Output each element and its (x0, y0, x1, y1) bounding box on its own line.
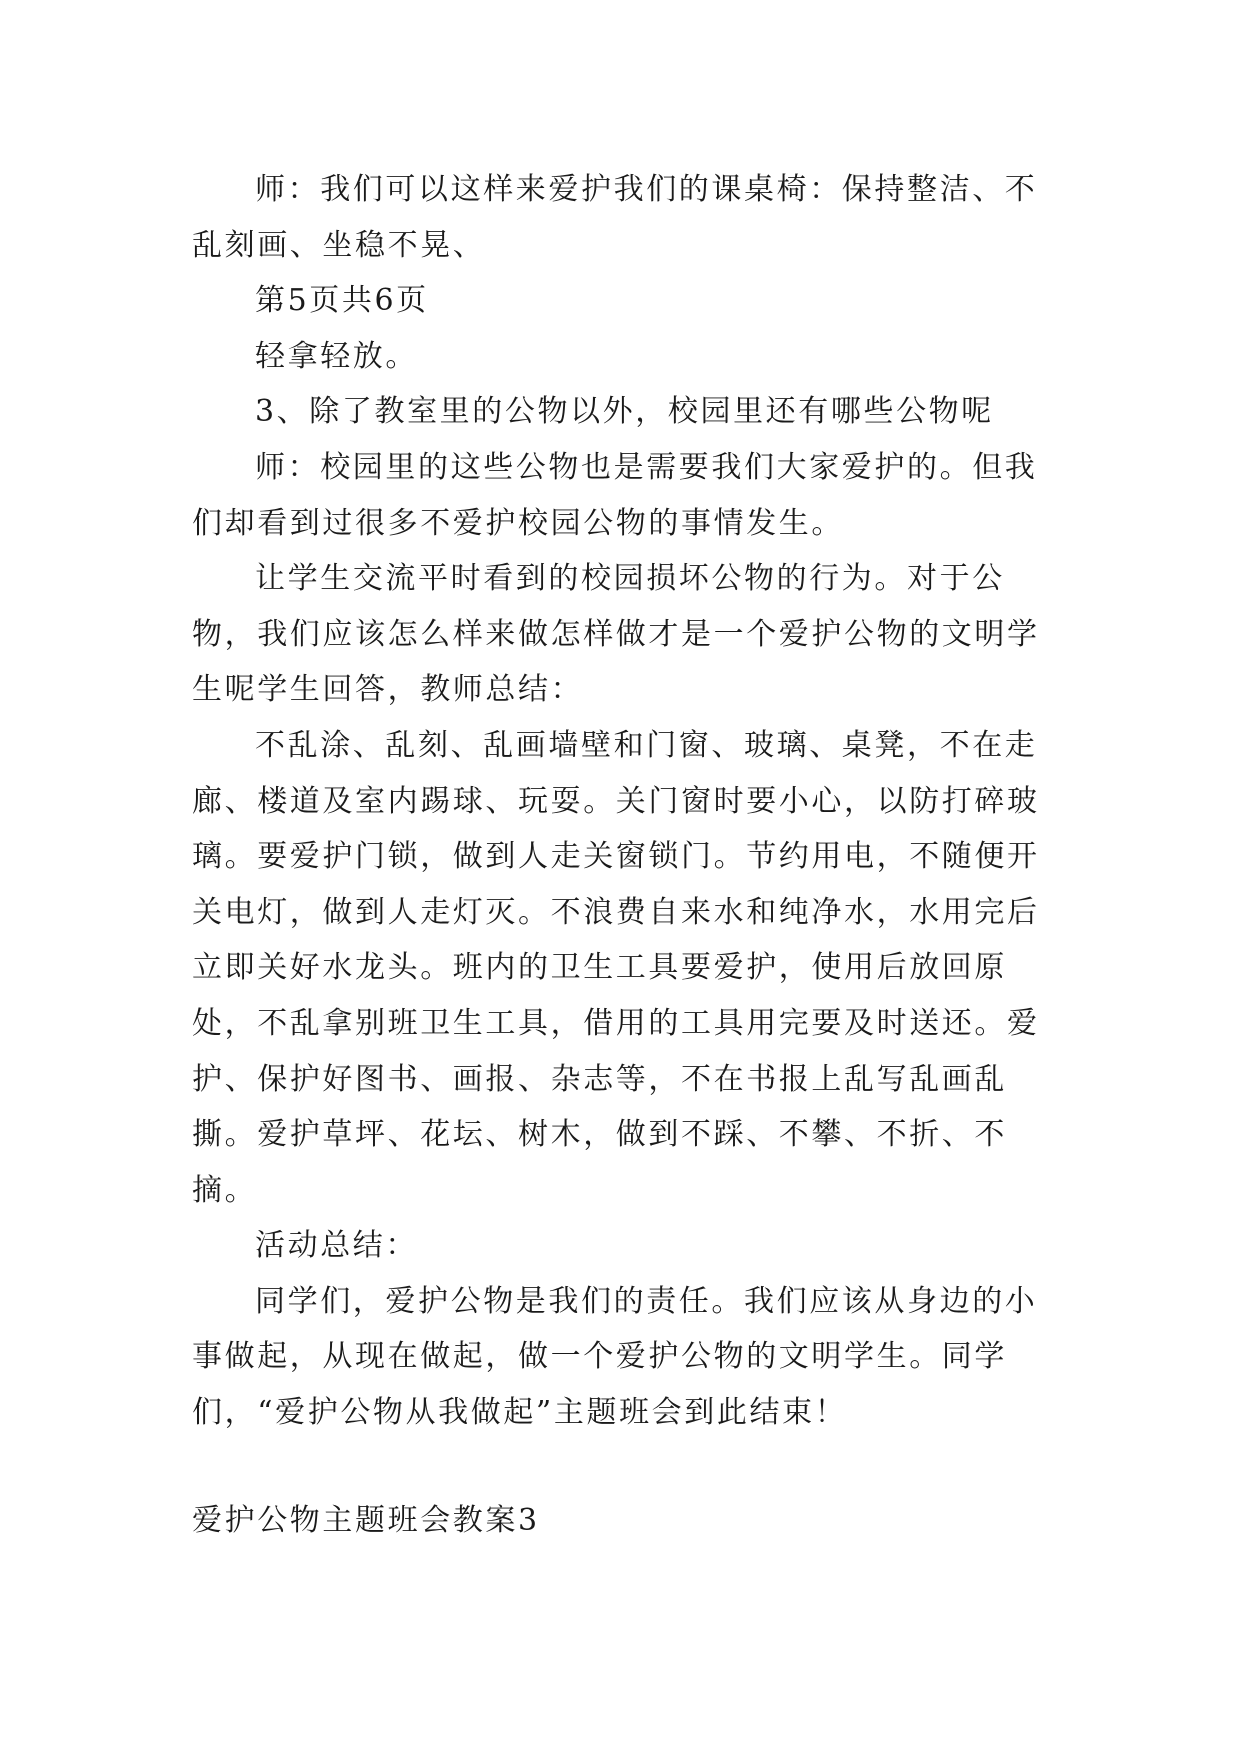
paragraph-student-discussion: 让学生交流平时看到的校园损坏公物的行为。对于公物，我们应该怎么样来做怎样做才是一个爱护公物的文明学生呢学生回答，教师总结： (192, 561, 1040, 708)
paragraph-teacher-campus: 师：校园里的这些公物也是需要我们大家爱护的。但我们却看到过很多不爱护校园公物的事情发生。 (192, 449, 1038, 541)
paragraph-handle-gently: 轻拿轻放。 (255, 338, 418, 374)
paragraph-rules-list: 不乱涂、乱刻、乱画墙壁和门窗、玻璃、桌凳，不在走廊、楼道及室内踢球、玩耍。关门窗时要小心，以防打碎玻璃。要爱护门锁，做到人走关窗锁门。节约用电，不随便开关电灯，做到人走灯灭。不浪费自来水和纯净水，水用完后立即关好水龙头。班内的卫生工具要爱护，使用后放回原处，不乱拿别班卫生工具，借用的工具用完要及时送还。爱护、保护好图书、画报、杂志等，不在书报上乱写乱画乱撕。爱护草坪、花坛、树木，做到不踩、不攀、不折、不摘。 (192, 727, 1040, 1208)
paragraph-question-campus: 3、除了教室里的公物以外，校园里还有哪些公物呢 (255, 394, 994, 430)
paragraph-desk-care: 师：我们可以这样来爱护我们的课桌椅：保持整洁、不乱刻画、坐稳不晃、 (192, 172, 1038, 263)
paragraph-summary-label: 活动总结： (255, 1228, 418, 1264)
document-body (192, 162, 1057, 1441)
section-heading: 爱护公物主题班会教案3 (192, 1503, 540, 1538)
page-number: 第5页共6页 (255, 283, 429, 319)
paragraph-conclusion: 同学们，爱护公物是我们的责任。我们应该从身边的小事做起，从现在做起，做一个爱护公物的文明学生。同学们，“爱护公物从我做起”主题班会到此结束！ (192, 1283, 1038, 1431)
